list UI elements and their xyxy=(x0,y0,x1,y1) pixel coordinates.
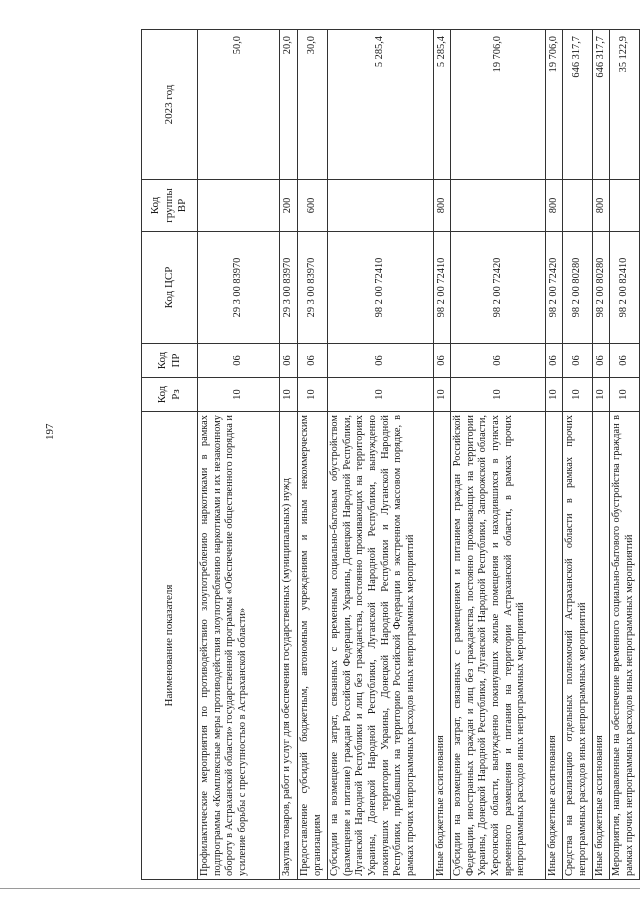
row-csr: 29 3 00 83970 xyxy=(280,232,298,344)
row-amount: 646 317,7 xyxy=(563,30,593,180)
header-vr-code: Код группы ВР xyxy=(142,180,198,232)
row-csr: 98 2 00 82410 xyxy=(610,232,640,344)
row-name: Субсидии на возмещение затрат, связанных с временным социально-бытовым обустройством (размещение и питание) граждан Российской Федерации, Украины, Донецкой Народной Республики, Луганской Народной Республики и лиц без гражданства, постоянно проживающих на территориях Украины, Донецкой Народной Республики, Луганской Народной Республики, вынужденно покинувших территории Украины, Донецкой Народной Республики и Луганской Народной Республики, прибывших на территорию Российской Федерации в экстренном массовом порядке, в рамках прочих непрограммных расходов иных непрограммных мероприятий xyxy=(328,412,434,880)
table-row xyxy=(546,30,563,880)
row-vr xyxy=(451,180,546,232)
row-rz: 10 xyxy=(610,378,640,412)
row-pr: 06 xyxy=(610,344,640,378)
row-amount: 5 285,4 xyxy=(328,30,434,180)
scan-edge-line xyxy=(0,888,640,889)
row-rz: 10 xyxy=(546,378,563,412)
row-name: Иные бюджетные ассигнования xyxy=(546,412,563,880)
row-vr: 600 xyxy=(298,180,328,232)
row-name: Мероприятия, направленные на обеспечение временного социально-бытового обустройства граждан в рамках прочих непрограммных расходов иных непрограммных мероприятий xyxy=(610,412,640,880)
row-csr: 29 3 00 83970 xyxy=(298,232,328,344)
row-pr: 06 xyxy=(451,344,546,378)
table-row xyxy=(328,30,434,880)
row-rz: 10 xyxy=(434,378,451,412)
row-name: Предоставление субсидий бюджетным, автономным учреждениям и иным некоммерческим организациям xyxy=(298,412,328,880)
table-row xyxy=(451,30,546,880)
row-pr: 06 xyxy=(546,344,563,378)
budget-table-rotated xyxy=(141,30,635,880)
row-amount: 20,0 xyxy=(280,30,298,180)
row-csr: 98 2 00 80280 xyxy=(593,232,610,344)
row-csr: 98 2 00 80280 xyxy=(563,232,593,344)
row-pr: 06 xyxy=(298,344,328,378)
header-year-2023: 2023 год xyxy=(142,30,198,180)
row-rz: 10 xyxy=(563,378,593,412)
row-vr: 800 xyxy=(434,180,451,232)
row-amount: 50,0 xyxy=(198,30,280,180)
row-vr: 800 xyxy=(593,180,610,232)
row-rz: 10 xyxy=(593,378,610,412)
table-row xyxy=(198,30,280,880)
row-rz: 10 xyxy=(328,378,434,412)
row-pr: 06 xyxy=(328,344,434,378)
row-vr xyxy=(198,180,280,232)
header-rz-code: Код Рз xyxy=(142,378,198,412)
row-name: Закупка товаров, работ и услуг для обеспечения государственных (муниципальных) нужд xyxy=(280,412,298,880)
row-pr: 06 xyxy=(593,344,610,378)
row-name: Средства на реализацию отдельных полномочий Астраханской области в рамках прочих непрограммных расходов иных непрограммных мероприятий xyxy=(563,412,593,880)
table-row xyxy=(434,30,451,880)
header-pr-code: Код ПР xyxy=(142,344,198,378)
row-pr: 06 xyxy=(434,344,451,378)
row-rz: 10 xyxy=(198,378,280,412)
row-csr: 98 2 00 72410 xyxy=(328,232,434,344)
row-name: Иные бюджетные ассигнования xyxy=(434,412,451,880)
row-amount: 19 706,0 xyxy=(546,30,563,180)
header-indicator-name: Наименование показателя xyxy=(142,412,198,880)
row-vr: 200 xyxy=(280,180,298,232)
row-pr: 06 xyxy=(563,344,593,378)
table-row xyxy=(610,30,640,880)
row-rz: 10 xyxy=(280,378,298,412)
row-vr: 800 xyxy=(546,180,563,232)
table-header-row xyxy=(142,30,198,880)
header-csr-code: Код ЦСР xyxy=(142,232,198,344)
page-number: 197 xyxy=(44,423,56,440)
row-vr xyxy=(610,180,640,232)
row-vr xyxy=(563,180,593,232)
row-amount: 5 285,4 xyxy=(434,30,451,180)
table-row xyxy=(563,30,593,880)
budget-table xyxy=(141,29,640,880)
row-amount: 35 122,9 xyxy=(610,30,640,180)
row-pr: 06 xyxy=(198,344,280,378)
row-csr: 98 2 00 72420 xyxy=(546,232,563,344)
row-rz: 10 xyxy=(451,378,546,412)
row-pr: 06 xyxy=(280,344,298,378)
row-csr: 98 2 00 72420 xyxy=(451,232,546,344)
row-name: Профилактические мероприятия по противодействию злоупотреблению наркотиками в рамках подпрограммы «Комплексные меры противодействия злоупотреблению наркотиками и их незаконному обороту в Астраханской области» государственной программы «Обеспечение общественного порядка и усиление борьбы с преступностью в Астраханской области» xyxy=(198,412,280,880)
row-rz: 10 xyxy=(298,378,328,412)
row-name: Иные бюджетные ассигнования xyxy=(593,412,610,880)
row-csr: 98 2 00 72410 xyxy=(434,232,451,344)
row-csr: 29 3 00 83970 xyxy=(198,232,280,344)
row-amount: 19 706,0 xyxy=(451,30,546,180)
table-row xyxy=(280,30,298,880)
row-amount: 646 317,7 xyxy=(593,30,610,180)
row-vr xyxy=(328,180,434,232)
row-name: Субсидии на возмещение затрат, связанных с размещением и питанием граждан Российской Федерации, иностранных граждан и лиц без гражданства, постоянно проживающих на территории Украины, Донецкой Народной Республики, Луганской Народной Республики, Запорожской области, Херсонской области, вынужденно покинувших жилые помещения и находившихся в пунктах временного размещения и питания на территории Астраханской области, в рамках прочих непрограммных расходов иных непрограммных мероприятий xyxy=(451,412,546,880)
table-row xyxy=(298,30,328,880)
table-row xyxy=(593,30,610,880)
row-amount: 30,0 xyxy=(298,30,328,180)
